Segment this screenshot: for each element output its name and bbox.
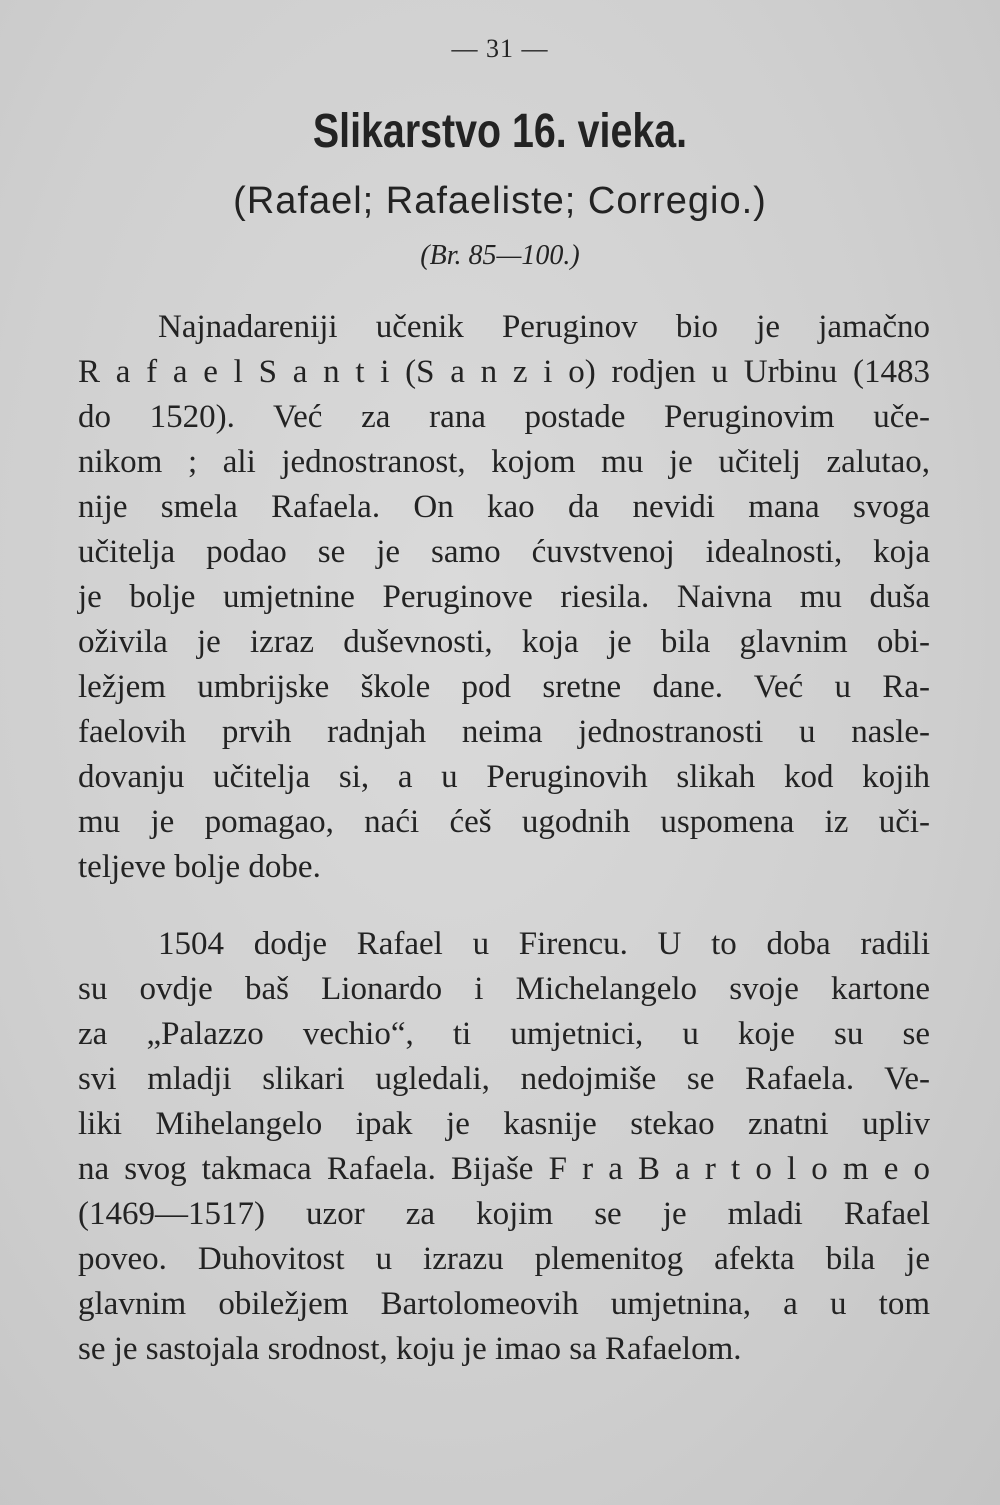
text-line: mu je pomagao, naći ćeš ugodnih uspomena iz uči- (78, 804, 930, 840)
text-line: faelovih prvih radnjah neima jednostranosti u nasle- (78, 714, 930, 750)
paragraph-1 (78, 305, 930, 890)
text-line: je bolje umjetnine Peruginove riesila. Naivna mu duša (78, 579, 930, 615)
text-line: (1469—1517) uzor za kojim se je mladi Rafael (78, 1196, 930, 1232)
page-number: — 31 — (451, 34, 549, 63)
text-line: 1504 dodje Rafael u Firencu. U to doba radili (158, 926, 930, 962)
text-line: Najnadareniji učenik Peruginov bio je jamačno (158, 309, 930, 345)
text-line: učitelja podao se je samo ćuvstvenoj idealnosti, koja (78, 534, 930, 570)
chapter-reference: (Br. 85—100.) (420, 240, 580, 271)
chapter-title: Slikarstvo 16. vieka. (312, 105, 688, 158)
paragraph-2 (78, 922, 930, 1372)
text-line: su ovdje baš Lionardo i Michelangelo svoje kartone (78, 971, 930, 1007)
text-line: teljeve bolje dobe. (78, 849, 321, 885)
text-line: poveo. Duhovitost u izrazu plemenitog afekta bila je (78, 1241, 930, 1277)
text-line: oživila je izraz duševnosti, koja je bila glavnim obi- (78, 624, 930, 660)
text-line: R a f a e l S a n t i (S a n z i o) rodjen u Urbinu (1483 (78, 354, 930, 390)
text-line: za „Palazzo vechio“, ti umjetnici, u koje su se (78, 1016, 930, 1052)
text-line: glavnim obiležjem Bartolomeovih umjetnina, a u tom (78, 1286, 930, 1322)
text-line: dovanju učitelja si, a u Peruginovih slikah kod kojih (78, 759, 930, 795)
text-line: nikom ; ali jednostranost, kojom mu je učitelj zalutao, (78, 444, 930, 480)
text-line: ležjem umbrijske škole pod sretne dane. Već u Ra- (78, 669, 930, 705)
text-line: svi mladji slikari ugledali, nedojmiše se Rafaela. Ve- (78, 1061, 930, 1097)
chapter-subtitle: (Rafael; Rafaeliste; Corregio.) (233, 180, 767, 222)
text-line: liki Mihelangelo ipak je kasnije stekao znatni upliv (78, 1106, 930, 1142)
text-line: nije smela Rafaela. On kao da nevidi mana svoga (78, 489, 930, 525)
text-line: se je sastojala srodnost, koju je imao sa Rafaelom. (78, 1331, 742, 1367)
text-line: na svog takmaca Rafaela. Bijaše F r a B a r t o l o m e o (78, 1151, 930, 1187)
text-line: do 1520). Već za rana postade Peruginovim uče- (78, 399, 930, 435)
